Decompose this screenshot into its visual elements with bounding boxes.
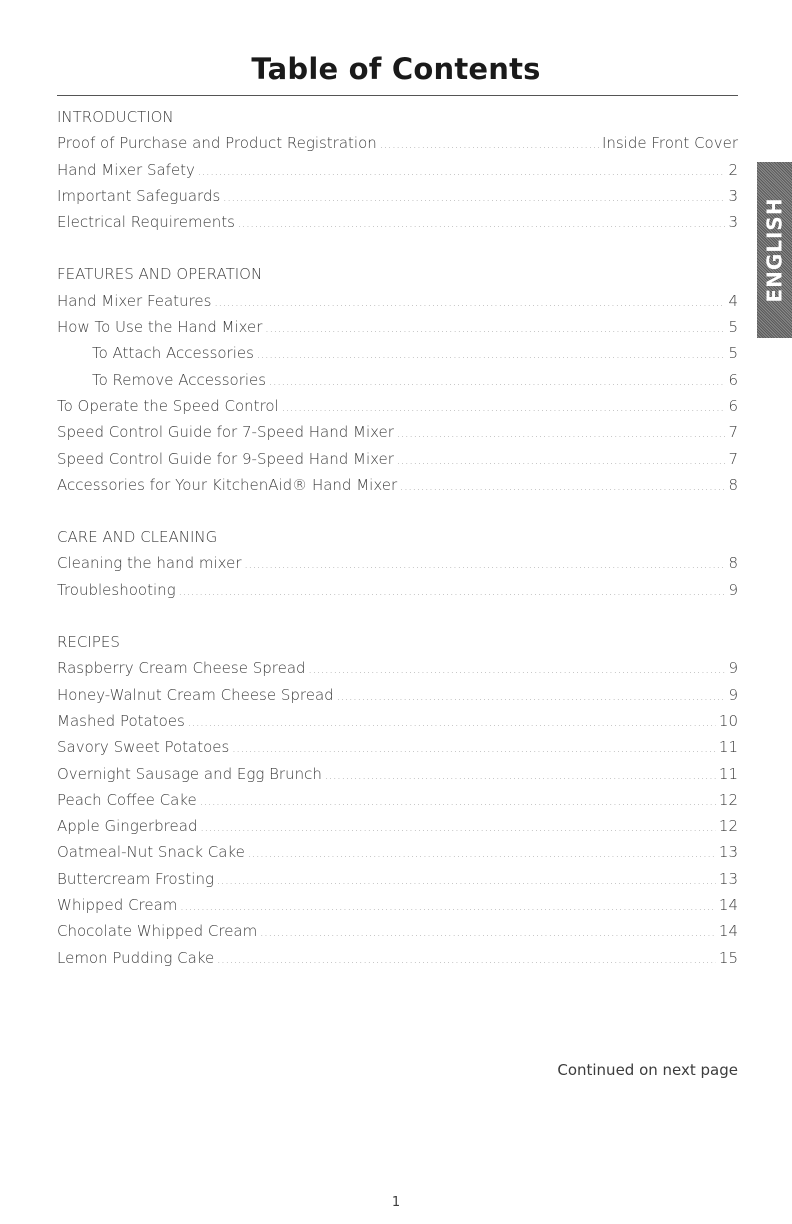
toc-entry-label: Speed Control Guide for 9-Speed Hand Mixer [57,449,394,468]
toc-entry-page: 7 [728,449,738,468]
dot-leader [400,475,725,501]
toc-entry[interactable] [57,813,738,839]
toc-entry[interactable] [57,472,738,498]
toc-entry-page: 3 [728,186,738,205]
toc-entry[interactable] [57,393,738,419]
toc-entry-page: 3 [728,213,738,232]
toc-entry[interactable] [57,918,738,944]
toc-entry-page: 2 [728,160,738,179]
dot-leader [337,685,726,711]
toc-entry[interactable] [57,761,738,787]
dot-leader [397,422,726,448]
toc-entry-label: To Attach Accessories [92,344,254,363]
language-tab-label: ENGLISH [762,197,787,303]
toc-entry-label: Honey-Walnut Cream Cheese Spread [57,685,334,704]
continued-note: Continued on next page [557,1061,738,1079]
dot-leader [188,711,716,737]
toc-entry[interactable] [57,655,738,681]
toc-entry[interactable] [57,708,738,734]
toc-entry-label: Buttercream Frosting [57,869,214,888]
toc-entry-label: Whipped Cream [57,896,178,915]
dot-leader [265,317,725,343]
toc-entry-label: Raspberry Cream Cheese Spread [57,659,306,678]
toc-entry-label: To Operate the Speed Control [57,396,279,415]
dot-leader [380,133,599,159]
toc-entry[interactable] [57,734,738,760]
toc-entry[interactable] [57,130,738,156]
toc-entry-page: 15 [718,948,738,967]
page-title: Table of Contents [251,52,541,86]
dot-leader [200,816,715,842]
section-heading: RECIPES [57,633,120,652]
toc-entry[interactable] [57,367,738,393]
section-gap [57,498,738,524]
toc-entry[interactable] [57,288,738,314]
dot-leader [214,291,725,317]
toc-entry-label: Speed Control Guide for 7-Speed Hand Mixer [57,423,394,442]
dot-leader [200,790,716,816]
dot-leader [244,553,725,579]
toc-entry[interactable] [57,892,738,918]
toc-entry-label: How To Use the Hand Mixer [57,318,263,337]
dot-leader [198,160,726,186]
dot-leader [179,580,726,606]
toc-entry[interactable] [57,682,738,708]
section-gap [57,603,738,629]
dot-leader [269,370,725,396]
dot-leader [180,895,715,921]
toc-entry-page: 14 [718,922,738,941]
toc-entry-page: 10 [718,711,738,730]
toc-entry-page: Inside Front Cover [601,134,738,153]
toc-entry-label: Electrical Requirements [57,213,235,232]
dot-leader [309,658,726,684]
dot-leader [260,921,716,947]
section-heading: FEATURES AND OPERATION [57,265,263,284]
toc-entry[interactable] [57,419,738,445]
toc-entry-page: 6 [728,370,738,389]
toc-entry-label: Accessories for Your KitchenAid® Hand Mixer [57,475,398,494]
toc-entry-label: Hand Mixer Features [57,291,212,310]
toc-entry[interactable] [57,157,738,183]
toc-entry-page: 13 [718,843,738,862]
dot-leader [325,764,716,790]
toc-entry-label: Hand Mixer Safety [57,160,195,179]
dot-leader [397,449,726,475]
toc-entry-page: 9 [728,580,738,599]
toc-entry[interactable] [57,839,738,865]
toc-entry-label: Lemon Pudding Cake [57,948,215,967]
dot-leader [238,212,725,238]
toc-entry-page: 8 [728,554,738,573]
toc-entry[interactable] [57,340,738,366]
toc-entry-page: 5 [728,344,738,363]
dot-leader [257,343,726,369]
toc-entry-label: Apple Gingerbread [57,817,198,836]
toc-entry-label: Oatmeal-Nut Snack Cake [57,843,245,862]
toc-entry-label: Mashed Potatoes [57,711,185,730]
toc-entry-page: 6 [728,396,738,415]
toc-entry-label: Peach Coffee Cake [57,790,197,809]
toc-entry[interactable] [57,787,738,813]
language-tab-label-wrap [757,162,792,338]
toc-entry-page: 9 [728,659,738,678]
toc-entry[interactable] [57,945,738,971]
toc-entry-page: 7 [728,423,738,442]
dot-leader [217,869,716,895]
toc-entry[interactable] [57,183,738,209]
toc-entry-label: Proof of Purchase and Product Registration [57,134,377,153]
toc-entry-page: 11 [718,738,738,757]
toc-entry-page: 9 [728,685,738,704]
toc-entry-page: 14 [718,896,738,915]
toc-entry-page: 8 [728,475,738,494]
toc-entry[interactable] [57,209,738,235]
toc-entry-label: Overnight Sausage and Egg Brunch [57,764,322,783]
toc-entry-page: 4 [728,291,738,310]
title-rule [57,95,738,96]
dot-leader [217,948,716,974]
toc-entry-label: Savory Sweet Potatoes [57,738,230,757]
toc-entry[interactable] [57,550,738,576]
toc-entry-label: Cleaning the hand mixer [57,554,242,573]
section-heading: INTRODUCTION [57,108,174,126]
toc-entry-page: 12 [718,817,738,836]
toc-entry-label: Important Safeguards [57,186,221,205]
page-number: 1 [391,1195,401,1210]
dot-leader [248,842,716,868]
section-heading: CARE AND CLEANING [57,528,218,547]
toc-entry[interactable] [57,866,738,892]
toc-entry[interactable] [57,577,738,603]
section-gap [57,235,738,261]
toc-entry-page: 12 [718,790,738,809]
toc-entry-page: 11 [718,764,738,783]
table-of-contents [57,104,738,971]
toc-entry-label: Troubleshooting [57,580,176,599]
dot-leader [223,186,725,212]
toc-entry-page: 5 [728,318,738,337]
toc-entry-page: 13 [718,869,738,888]
toc-entry-label: Chocolate Whipped Cream [57,922,258,941]
toc-entry-label: To Remove Accessories [92,370,267,389]
toc-entry[interactable] [57,314,738,340]
toc-entry[interactable] [57,446,738,472]
